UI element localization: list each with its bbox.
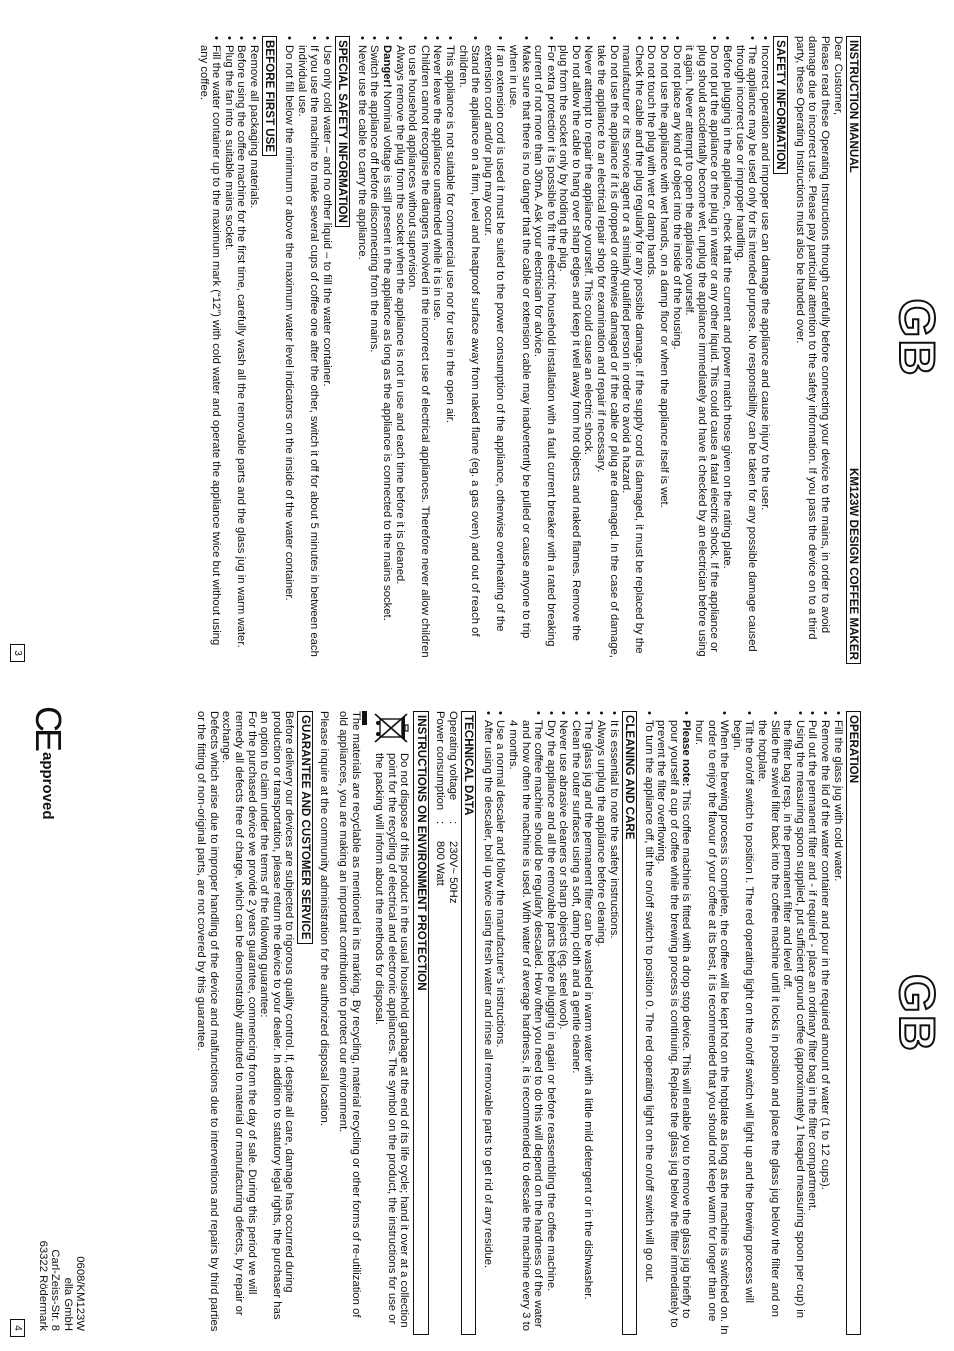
list-item: • Fill the glass jug with cold water. <box>831 711 844 1335</box>
intro-text: Please read these Operating Instructions through carefully before connecting your device to the mains, in order to avoid damage due to incorrect use. Please pay particular attention to the safety information. If you pass the device on to a third party, these Operating Instructions must also be handed over. <box>793 36 831 640</box>
guarantee-text: Before delivery our devices are subjected to rigorous quality control. If, despite all care, damage has occurred during production or transportation, please return the device to your dealer. In addition to statutory legal rights, the purchaser has an option to claim under the terms of the following guarantee: <box>258 711 296 1320</box>
list-item: • For extra protection it is possible to fit the electric household installation with a fault current breaker with a rated breaking current of not more than 30mA. Ask your electrician for advice. <box>532 36 557 664</box>
tech-label: Operating voltage <box>446 711 459 801</box>
list-item: • Remove the lid of the water container and pour in the required amount of water (1 to 12 cups). <box>818 711 831 1335</box>
list-item: • To turn the appliance off, tilt the on/off switch to position 0. The red operating light on the on/off switch will go out. <box>642 711 655 1335</box>
page-4 <box>0 676 954 1351</box>
manufacturer-address <box>36 1241 86 1331</box>
ce-approved <box>28 706 69 820</box>
list-item: • Clean the outer surfaces using a soft, damp cloth and a gentle cleaner. <box>569 711 582 1335</box>
list-item: • Plug the fan into a suitable mains socket. <box>222 36 235 664</box>
environment-text-2: The materials are recyclable as mentioned in its marking. By recycling, material recycling or other forms of re-utilization of old appliances, you are making an important contribution to protect our environment. <box>336 711 362 1318</box>
list-item: • Pull out the permanent filter and - if required - place an ordinary filter bag in the filter compartment. <box>806 711 819 1335</box>
tech-sep: : <box>434 821 447 825</box>
list-item: • Using the measuring spoon supplied, put sufficient ground coffee (approximately 1 heaped measuring spoon per cup) in the filter bag resp. in the permanent filter and level off. <box>781 711 806 1335</box>
list-item: • Incorrect operation and improper use can damage the appliance and cause injury to the user. <box>758 36 771 664</box>
list-item: • Tilt the on/off switch to position I. The red operating light on the on/off switch will light up and the brewing process will begin. <box>730 711 755 1335</box>
list-item: • Do not allow the cable to hang over sharp edges and keep it well away from hot objects and naked flames. Remove the plug from the socket only by holding the plug. <box>557 36 582 664</box>
list-item: • Use only cold water – and no other liquid – to fill the water container. <box>320 36 333 664</box>
guarantee-heading: GUARANTEE AND CUSTOMER SERVICE <box>297 711 312 944</box>
tech-sep: : <box>446 821 459 825</box>
list-item: • If you use the machine to make several cups of coffee one after the other, switch it off for about 5 minutes in between each individual use. <box>295 36 320 664</box>
list-item: • Do not put the appliance or the plug in water or any other liquid. This could cause a fatal electric shock. If the appliance or plug should accidentally become wet, unplug the appliance immediately and have it checked by an electrician before using it again. Never attempt to open the appliance yourself. <box>683 36 721 664</box>
ce-mark-icon: CE <box>28 706 69 749</box>
list-item: • Do not use the appliance if it is dropped or otherwise damaged or if the cable or plug are damaged. In the case of damage, take the appliance to an electrical repair shop for examination and repair if necessary. <box>595 36 620 664</box>
manual-title-box <box>846 36 861 664</box>
list-item: • Never use abrasive cleaners or sharp objects (eg. steel wool). <box>557 711 570 1335</box>
note-text: This coffee machine is fitted with a drop stop device. This will enable you to remove the glass jug briefly to pour yourself a cup of coffee while the brewing process is continuing. Replace the glass jug below the filter immediately to prevent the filter overflowing. <box>655 720 693 1328</box>
list-item: • Before using the coffee machine for the first time, carefully wash all the removable parts and the glass jug in warm water. <box>235 36 248 664</box>
list-item-danger <box>380 36 393 664</box>
list-item: • If an extension cord is used it must be suited to the power consumption of the appliance, otherwise overheating of the extension cord and/or plug may occur. <box>481 36 506 664</box>
list-item: • Use a normal descaler and follow the manufacturer’s instructions. <box>494 711 507 1335</box>
page-4-column <box>195 711 866 1335</box>
special-safety-heading: SPECIAL SAFETY INFORMATION <box>335 36 350 227</box>
danger-label: Danger! <box>381 45 393 88</box>
page-number: 3 <box>10 644 25 662</box>
address-line: 0608/KM123W <box>74 1256 87 1331</box>
operation-list <box>642 711 844 1335</box>
list-item: • Dry the appliance and all the removable parts before plugging in again or before reassembling the coffee machine. <box>544 711 557 1335</box>
list-item: • The glass jug and the permanent filter can be washed in warm water with a little mild detergent or in the dishwasher. <box>582 711 595 1335</box>
list-item: • Remove all packaging materials. <box>247 36 260 664</box>
tech-value: 230V~ 50Hz <box>446 841 459 904</box>
list-item: • The coffee machine should be regularly descaled. How often you need to do this will depend on the hardness of the water and how often the machine is used. With water of average hardness, it is recommended to descale the machine every 3 to 4 months. <box>506 711 544 1335</box>
list-item: • Never attempt to repair the appliance yourself. This could cause an electric shock. <box>582 36 595 664</box>
special-safety-list <box>282 36 332 664</box>
intro-greeting: Dear Customer, <box>831 36 844 116</box>
ce-label: approved <box>39 752 57 820</box>
list-item: • Do not touch the plug with wet or damp hands. <box>645 36 658 664</box>
list-item: • This appliance is not suitable for commercial use nor for use in the open air. <box>443 36 456 664</box>
list-item: • Before plugging in the appliance, check that the current and power match those given on the rating plate. <box>720 36 733 664</box>
language-heading: GB <box>889 974 945 1053</box>
before-first-use-heading: BEFORE FIRST USE <box>262 36 277 156</box>
guarantee-text-2: For the purchased device we provide 2 years guarantee, commencing from the day of sale. During this period we will remedy all defects free of charge, which can be demonstrably attributed to material or manufacturing defects, by repair or exchange. <box>220 711 258 1316</box>
list-item: • Always remove the plug from the socket when the appliance is not in use and each time before it is cleaned. <box>393 36 406 664</box>
environment-text: Do not dispose of this product in the usual household garbage at the end of its life cycle; hand it over at a collection point for the recycling of electrical and electronic appliances. The symbol on the product, the instructions for use or the packing will inform about the methods for disposal. <box>372 753 411 1328</box>
list-item: • Slide the swivel filter back into the coffee machine until it locks in position and place the glass jug below the filter and on the hotplate. <box>755 711 780 1335</box>
environment-text-3: Please inquire at the community administration for the authorized disposal location. <box>318 711 331 1127</box>
danger-text: Nominal voltage is still present in the appliance as long as the appliance is connected to the mains socket. <box>381 90 393 621</box>
weee-bar <box>362 711 367 725</box>
tech-value: 800 Watt <box>434 841 447 886</box>
list-item: • Do not place any kind of object into the inside of the housing. <box>670 36 683 664</box>
list-item: • Fill the water container up to the maximum mark (“12”) with cold water and operate the appliance twice but without using any coffee. <box>197 36 222 664</box>
list-item: • It is essential to note the safety instructions. <box>607 711 620 1335</box>
list-item: • Check the cable and the plug regularly for any possible damage. If the supply cord is damaged, it must be replaced by the manufacturer or its service agent or a similarly qualified person in order to avoid a hazard. <box>620 36 645 664</box>
list-item: • After using the descaler, boil up twice using fresh water and rinse all removable parts to get rid of any residue. <box>481 711 494 1335</box>
manual-title: INSTRUCTION MANUAL <box>847 40 860 173</box>
safety-list <box>355 36 771 664</box>
list-item: • Always unplug the appliance before cleaning. <box>595 711 608 1335</box>
environment-block <box>362 711 411 1335</box>
list-item: • Make sure that there is no danger that the cable or extension cable may inadvertently be pulled or cause anyone to trip when in use. <box>506 36 531 664</box>
list-item: • Stand the appliance on a firm, level and heatproof surface away from naked flame (eg. a gas oven) and out of reach of children. <box>456 36 481 664</box>
please-note-label: Please note: <box>680 720 693 787</box>
operation-heading: OPERATION <box>846 711 861 1335</box>
page-number: 4 <box>10 1319 25 1337</box>
cleaning-list <box>481 711 620 1335</box>
environment-heading: INSTRUCTIONS ON ENVIRONMENT PROTECTION <box>413 711 428 1335</box>
list-item: • Children cannot recognise the dangers involved in the incorrect use of electrical appliances. Therefore never allow children to use household appliances without supervision. <box>406 36 431 664</box>
page-3-column <box>197 36 866 664</box>
list-item: • Never use the cable to carry the appliance. <box>355 36 368 664</box>
safety-heading: SAFETY INFORMATION <box>773 36 788 174</box>
list-item-note <box>655 711 693 1335</box>
list-item: • When the brewing process is complete, the coffee will be kept hot on the hotplate as long as the machine is switched on. In order to enjoy the flavour of your coffee at its best, it is recommended that you should not keep warm for longer than one hour. <box>692 711 730 1335</box>
address-line: Carl-Zeiss-Str. 8 <box>49 1249 62 1331</box>
technical-data-heading: TECHNICAL DATA <box>461 711 476 1335</box>
tech-label: Power consumption <box>434 711 447 811</box>
weee-icon <box>362 711 411 745</box>
address-line: ella GmbH <box>61 1277 74 1331</box>
language-heading: GB <box>889 298 945 378</box>
before-first-use-list <box>197 36 260 664</box>
guarantee-text-3: Defects which arise due to improper handling of the device and malfunctions due to interventions and repairs by third parties or the fitting of non-original parts, are not covered by this guarantee. <box>195 711 220 1332</box>
list-item: • Do not use the appliance with wet hands, on a damp floor or when the appliance itself is wet. <box>657 36 670 664</box>
list-item: • Do not fill below the minimum or above the maximum water level indicators on the inside of the water container. <box>282 36 295 664</box>
technical-data-table <box>434 711 459 1335</box>
list-item: • Never leave the appliance unattended while it is in use. <box>431 36 444 664</box>
address-line: 63322 Rödermark <box>36 1240 49 1331</box>
model-title: KM123W DESIGN COFFEE MAKER <box>847 468 860 660</box>
list-item: • The appliance may be used only for its intended purpose. No responsibility can be taken for any possible damage caused through incorrect use or improper handling. <box>733 36 758 664</box>
list-item: • Switch the appliance off before disconnecting from the mains. <box>368 36 381 664</box>
cleaning-heading: CLEANING AND CARE <box>622 711 637 1335</box>
